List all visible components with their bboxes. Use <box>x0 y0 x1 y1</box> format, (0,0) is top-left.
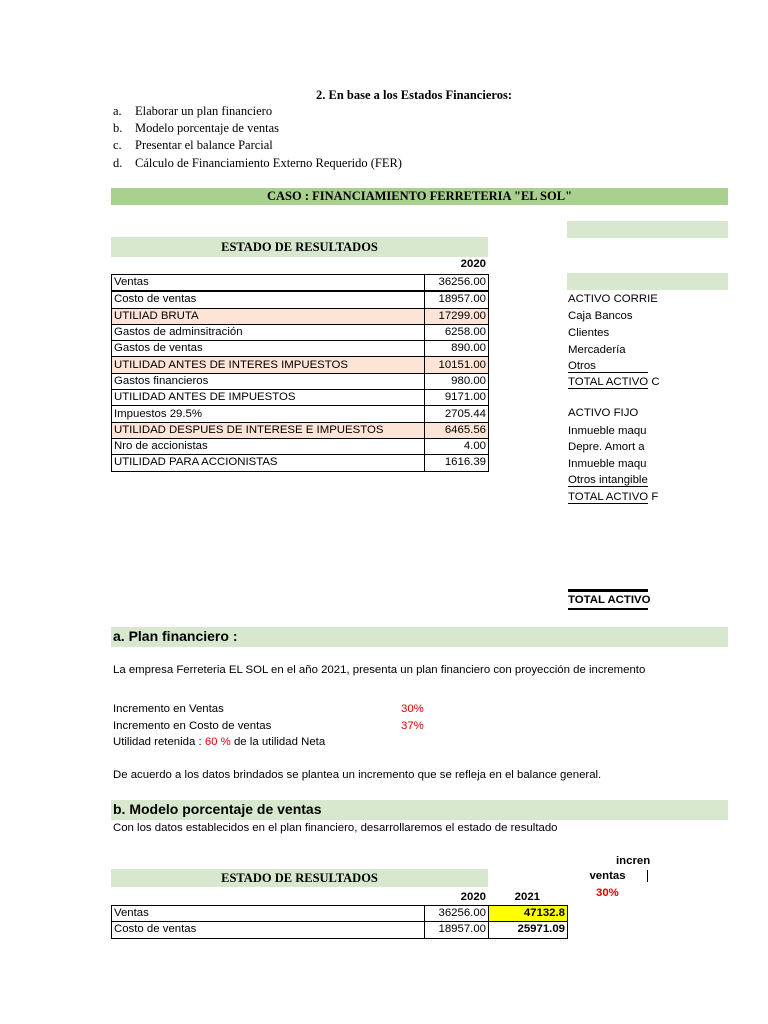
table-row: UTILIDAD DESPUES DE INTERESE E IMPUESTOS 6465.56 <box>112 422 489 438</box>
balance-total: TOTAL ACTIVO <box>568 589 648 610</box>
task-a: a. Elaborar un plan financiero <box>113 104 273 118</box>
income-statement-table <box>111 274 489 472</box>
balance-header-bar <box>567 221 728 238</box>
model-section-title: b. Modelo porcentaje de ventas <box>113 801 322 817</box>
balance-item: ACTIVO FIJO <box>568 407 639 419</box>
balance-item: TOTAL ACTIVO C <box>568 376 660 388</box>
balance-item: Inmueble maqu <box>568 425 647 437</box>
balance-item: Depre. Amort a <box>568 441 645 453</box>
plan-intro: La empresa Ferreteria EL SOL en el año 2021, presenta un plan financiero con proyección de incremento <box>113 664 646 676</box>
increment-ventas: ventas <box>568 870 648 882</box>
table-row: Impuestos 29.5% 2705.44 <box>112 406 489 422</box>
plan-conclusion: De acuerdo a los datos brindados se plantea un incremento que se refleja en el balance general. <box>113 769 602 781</box>
model-table-title: ESTADO DE RESULTADOS <box>111 869 488 887</box>
balance-item: Mercadería <box>568 344 626 356</box>
year-header: 2020 <box>460 258 486 270</box>
costo-pct: 37% <box>401 720 424 732</box>
balance-item: Otros <box>568 360 648 373</box>
table-row: Gastos financieros 980.00 <box>112 373 489 389</box>
balance-item: TOTAL ACTIVO F <box>568 491 659 503</box>
ventas-pct: 30% <box>401 703 424 715</box>
balance-item: ACTIVO CORRIE <box>568 293 658 305</box>
balance-subheader-bar <box>567 273 728 290</box>
table-row: Gastos de adminsitración 6258.00 <box>112 324 489 340</box>
year-2020-header: 2020 <box>460 891 486 903</box>
model-table <box>111 905 568 939</box>
balance-item: Caja Bancos <box>568 310 633 322</box>
case-title-bar: CASO : FINANCIAMIENTO FERRETERIA "EL SOL" <box>111 188 728 205</box>
model-intro: Con los datos establecidos en el plan financiero, desarrollaremos el estado de resultado <box>113 822 558 834</box>
table-row: Ventas 36256.00 47132.8 <box>112 906 568 922</box>
table-row: UTILIAD BRUTA 17299.00 <box>112 308 489 324</box>
table-row: Costo de ventas 18957.00 <box>112 291 489 308</box>
table-row: Gastos de ventas 890.00 <box>112 341 489 357</box>
task-c: c. Presentar el balance Parcial <box>113 138 273 152</box>
costo-label: Incremento en Costo de ventas <box>113 720 272 732</box>
exercise-title: 2. En base a los Estados Financieros: <box>316 88 512 102</box>
plan-section-title: a. Plan financiero : <box>113 628 238 644</box>
task-b: b. Modelo porcentaje de ventas <box>113 121 280 135</box>
year-2021-header: 2021 <box>514 891 540 903</box>
increment-pct: 30% <box>596 887 619 899</box>
table-row: UTILIDAD ANTES DE IMPUESTOS 9171.00 <box>112 390 489 406</box>
balance-item: Otros intangible <box>568 474 648 486</box>
ventas-label: Incremento en Ventas <box>113 703 224 715</box>
table-row: Ventas 36256.00 <box>112 275 489 292</box>
table-row: Costo de ventas 18957.00 25971.09 <box>112 922 568 938</box>
balance-item: Inmueble maqu <box>568 458 647 470</box>
increment-label: incren <box>616 855 651 867</box>
balance-item: Clientes <box>568 327 610 339</box>
retenida-line: Utilidad retenida : 60 % de la utilidad Neta <box>113 736 326 748</box>
table-row: UTILIDAD PARA ACCIONISTAS 1616.39 <box>112 455 489 471</box>
table-row: Nro de accionistas 4.00 <box>112 438 489 454</box>
income-statement-title: ESTADO DE RESULTADOS <box>111 237 488 257</box>
table-row: UTILIDAD ANTES DE INTERES IMPUESTOS 10151.00 <box>112 357 489 373</box>
task-d: d. Cálculo de Financiamiento Externo Requerido (FER) <box>113 156 402 170</box>
